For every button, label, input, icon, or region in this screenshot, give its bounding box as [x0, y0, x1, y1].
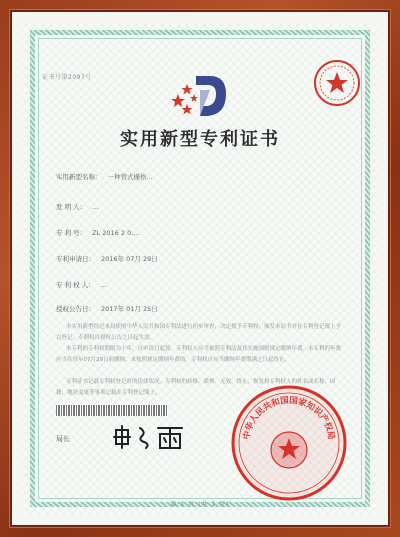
sipo-logo-icon [170, 70, 234, 122]
field-value: ZL 2016 2 0.... [92, 229, 140, 237]
certificate-paper [22, 22, 378, 515]
top-right-seal-icon [312, 58, 362, 108]
barcode [56, 405, 168, 416]
field-label: 专 利 号： [56, 229, 87, 237]
field-label: 专利申请日： [56, 255, 95, 263]
field-label: 实用新型名称： [56, 173, 102, 181]
field-grant-date [56, 304, 158, 313]
field-inventor [56, 202, 98, 211]
certificate-number: 证书号第2097号 [42, 74, 92, 81]
field-value: 2017年 01月 25日 [101, 305, 158, 313]
field-value: 2016年 07月 29日 [101, 255, 158, 263]
body-paragraph: 本实用新型经过本局依照中华人民共和国专利法进行初步审查，决定授予专利权，颁发本证书并在专利登记簿上予以登记。专利权自授权公告之日起生效。 [56, 324, 342, 341]
field-patentee [56, 280, 107, 289]
field-utility-model-name [56, 172, 153, 181]
field-value: ... [92, 203, 99, 211]
signatory-title: 局长 [56, 435, 70, 443]
field-value: ... [100, 281, 107, 289]
seal-text: 中华人民共和国国家知识产权局 [242, 395, 336, 441]
field-application-date [56, 254, 158, 263]
body-paragraph: 专利证书记载专利权登记时的法律状况。专利权的转移、质押、无效、终止、恢复和专利权人的姓名或名称、国籍、地址变更等事项记载在专利登记簿上。 [56, 379, 336, 396]
field-value: 一种管式栅格... [107, 173, 153, 181]
field-patent-number [56, 228, 140, 237]
field-label: 发 明 人： [56, 203, 87, 211]
certificate-title: 实用新型专利证书 [120, 129, 280, 150]
field-label: 专 利 权 人： [56, 281, 95, 289]
body-paragraph: 本专利的专利权期限为十年，自申请日起算。专利权人应当依照专利法及其实施细则规定缴纳年费。本专利的年费应当在每年07月29日前缴纳。未按照规定缴纳年费的，专利权自应当缴纳年费期满之日起终止。 [56, 346, 342, 363]
page-footer: 第 1 页 (共 1 页) [170, 501, 230, 508]
field-label: 授权公告日： [56, 305, 95, 313]
signature-icon [112, 422, 192, 452]
official-seal-icon [230, 384, 348, 502]
